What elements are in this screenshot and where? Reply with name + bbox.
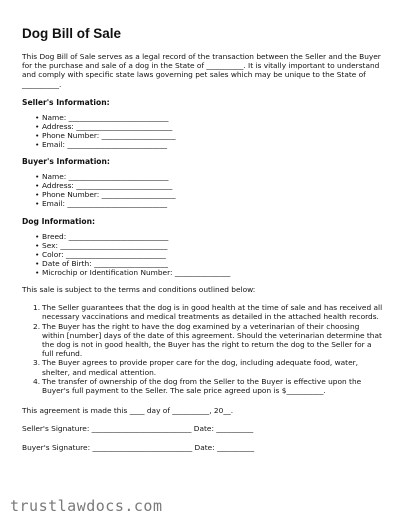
dog-sex-field: • Sex: _____________________________ (35, 241, 384, 250)
seller-email-field: • Email: ___________________________ (35, 140, 384, 149)
term-item: 2. The Buyer has the right to have the dog examined by a veterinarian of their choosing within [number] days of the date of this agreement. Should the veterinarian determine that the dog is not in good health, the Buyer has the right to return the dog to the Seller for a full refund. (33, 321, 382, 359)
intro-paragraph: This Dog Bill of Sale serves as a legal record of the transaction between the Seller and the Buyer for the purchase and sale of a dog in the State of __________. It is vitally important to understand and comply with specific state laws governing pet sales which may be unique to the State of __________. (22, 52, 381, 89)
term-text: The Seller guarantees that the dog is in good health at the time of sale and has received all necessary vaccinations and medical treatments as detailed in the attached health records. (42, 303, 383, 322)
term-item: 3. The Buyer agrees to provide proper care for the dog, including adequate food, water, shelter, and medical attention. (33, 358, 359, 377)
seller-heading: Seller's Information: (22, 97, 110, 107)
terms-intro: This sale is subject to the terms and conditions outlined below: (22, 285, 256, 295)
document-page (22, 26, 384, 461)
dog-dob-field: • Date of Birth: ____________________ (35, 259, 384, 268)
term-item: 1. The Seller guarantees that the dog is in good health at the time of sale and has received all necessary vaccinations and medical treatments as detailed in the attached health records. (33, 303, 383, 322)
buyer-fields (22, 172, 384, 208)
dog-microchip-field: • Microchip or Identification Number: _______________ (35, 268, 384, 277)
document-title: Dog Bill of Sale (22, 26, 122, 41)
seller-name-field: • Name: ___________________________ (35, 113, 384, 122)
terms-list (22, 303, 384, 395)
buyer-email-field: • Email: ___________________________ (35, 199, 384, 208)
dog-fields (22, 232, 384, 277)
site-watermark: trustlawdocs.com (10, 497, 163, 515)
dog-color-field: • Color: ___________________________ (35, 250, 384, 259)
seller-fields (22, 113, 384, 149)
term-text: The Buyer has the right to have the dog examined by a veterinarian of their choosing within [number] days of the date of this agreement. Should the veterinarian determine that the dog is not in good health, the Buyer has the right to return the dog to the Seller for a full refund. (42, 321, 382, 359)
agreement-date-line: This agreement is made this ____ day of __________, 20__. (22, 406, 234, 416)
buyer-name-field: • Name: ___________________________ (35, 172, 384, 181)
buyer-signature-line: Buyer's Signature: ___________________________ Date: __________ (22, 442, 255, 452)
buyer-address-field: • Address: __________________________ (35, 181, 384, 190)
term-item: 4. The transfer of ownership of the dog from the Seller to the Buyer is effective upon the Buyer's full payment to the Seller. The sale price agreed upon is $__________. (33, 376, 362, 396)
term-text: The transfer of ownership of the dog from the Seller to the Buyer is effective upon the Buyer's full payment to the Seller. The sale price agreed upon is $__________. (42, 376, 362, 396)
buyer-phone-field: • Phone Number: ____________________ (35, 190, 384, 199)
seller-phone-field: • Phone Number: ____________________ (35, 131, 384, 140)
dog-heading: Dog Information: (22, 216, 96, 226)
term-text: The Buyer agrees to provide proper care for the dog, including adequate food, water, shelter, and medical attention. (42, 358, 359, 377)
dog-breed-field: • Breed: ___________________________ (35, 232, 384, 241)
seller-address-field: • Address: __________________________ (35, 122, 384, 131)
seller-signature-line: Seller's Signature: ___________________________ Date: __________ (22, 424, 254, 434)
buyer-heading: Buyer's Information: (22, 157, 110, 167)
